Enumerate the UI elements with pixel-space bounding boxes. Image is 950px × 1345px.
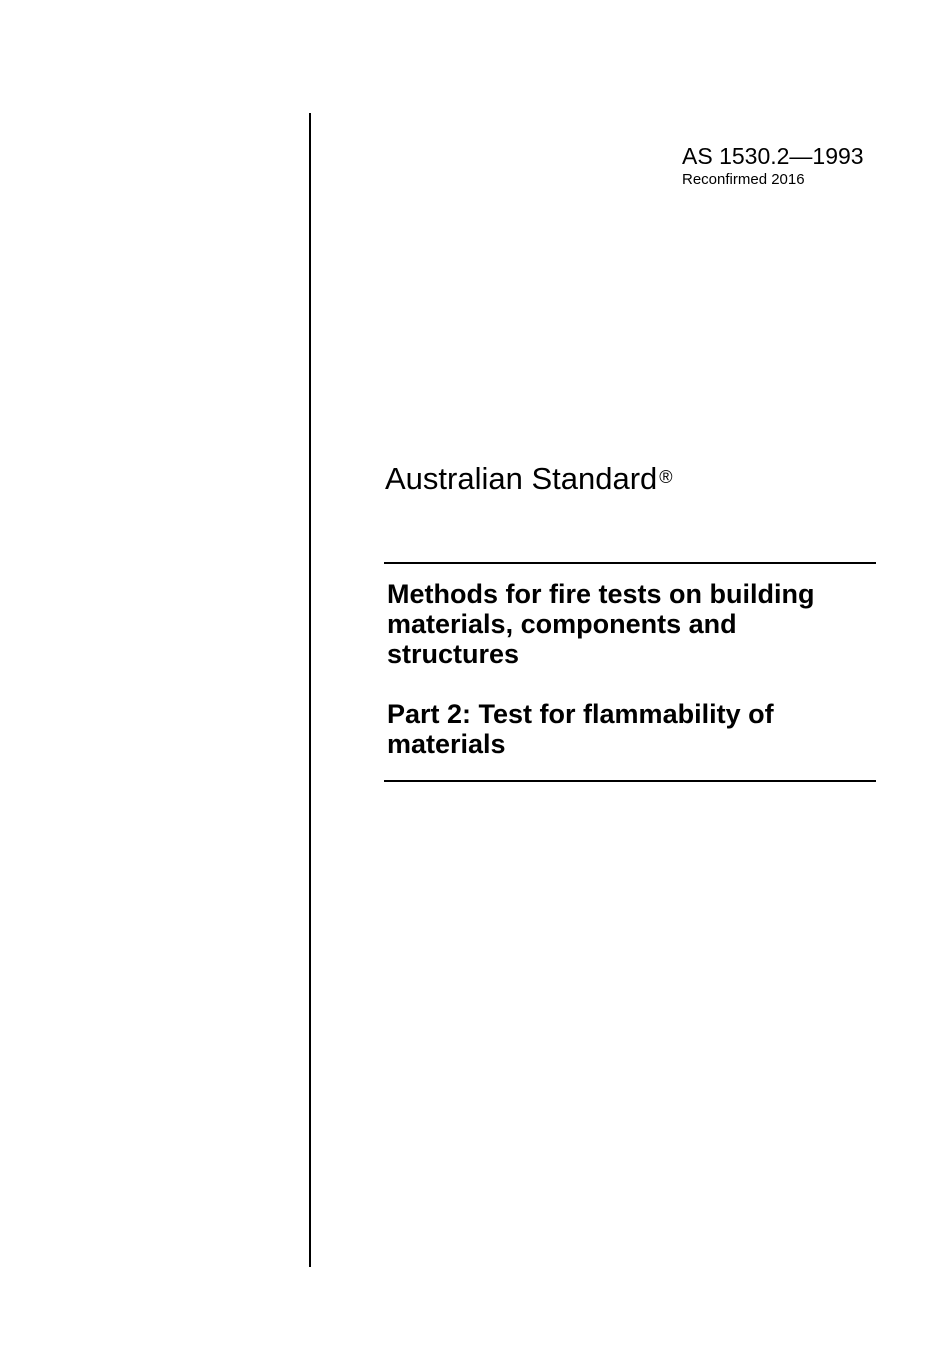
title-bottom-rule bbox=[384, 780, 876, 782]
reconfirmed-note: Reconfirmed 2016 bbox=[682, 171, 805, 188]
title-top-rule bbox=[384, 562, 876, 564]
title-block bbox=[387, 579, 867, 759]
standard-label bbox=[385, 460, 673, 498]
part-title: Part 2: Test for flammability of materials bbox=[387, 699, 774, 759]
standard-label-text: Australian Standard bbox=[385, 461, 658, 496]
designation-block bbox=[682, 142, 864, 190]
standard-designation: AS 1530.2—1993 bbox=[682, 143, 864, 169]
registered-mark-icon: ® bbox=[659, 467, 673, 487]
main-title: Methods for fire tests on building materials, components and structures bbox=[387, 579, 815, 669]
vertical-divider-line bbox=[309, 113, 311, 1267]
